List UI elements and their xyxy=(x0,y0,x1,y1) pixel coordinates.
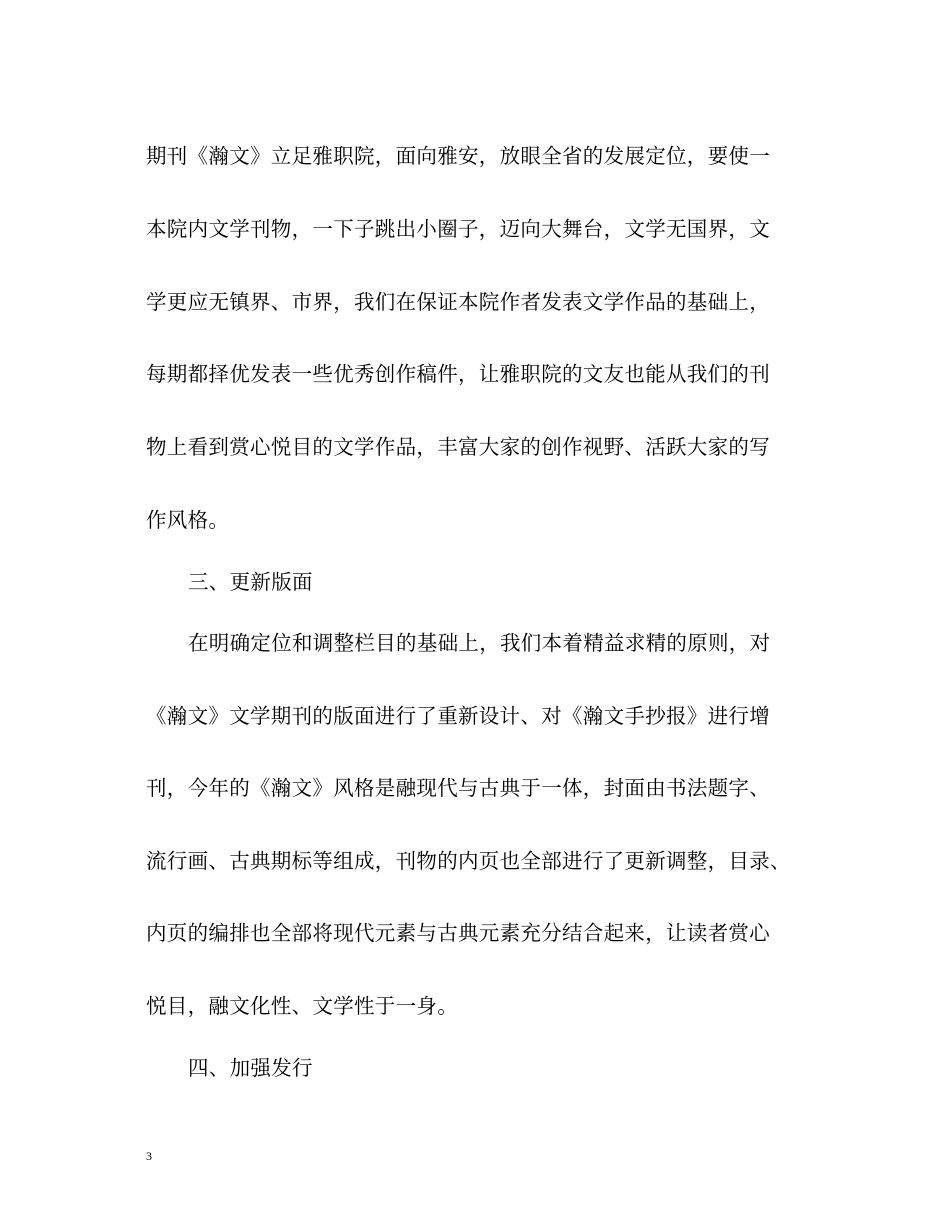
section-heading: 三、更新版面 xyxy=(188,570,313,594)
body-text-line: 本院内文学刊物，一下子跳出小圈子，迈向大舞台，文学无国界，文 xyxy=(146,217,770,241)
body-text-line: 每期都择优发表一些优秀创作稿件，让雅职院的文友也能从我们的刊 xyxy=(146,362,770,386)
page-number: 3 xyxy=(146,1149,152,1163)
body-text-line: 作风格。 xyxy=(146,508,230,532)
body-text-line: 流行画、古典期标等组成，刊物的内页也全部进行了更新调整，目录、 xyxy=(146,849,791,873)
body-text-line: 刊，今年的《瀚文》风格是融现代与古典于一体，封面由书法题字、 xyxy=(146,776,770,800)
body-text-line: 在明确定位和调整栏目的基础上，我们本着精益求精的原则，对 xyxy=(188,631,771,655)
body-text-line: 悦目，融文化性、文学性于一身。 xyxy=(146,994,458,1018)
body-text-line: 物上看到赏心悦目的文学作品，丰富大家的创作视野、活跃大家的写 xyxy=(146,435,770,459)
body-text-line: 内页的编排也全部将现代元素与古典元素充分结合起来，让读者赏心 xyxy=(146,921,770,945)
body-text-line: 期刊《瀚文》立足雅职院，面向雅安，放眼全省的发展定位，要使一 xyxy=(146,144,770,168)
body-text-line: 《瀚文》文学期刊的版面进行了重新设计、对《瀚文手抄报》进行增 xyxy=(146,704,770,728)
section-heading: 四、加强发行 xyxy=(188,1056,313,1080)
body-text-line: 学更应无镇界、市界，我们在保证本院作者发表文学作品的基础上， xyxy=(146,290,770,314)
